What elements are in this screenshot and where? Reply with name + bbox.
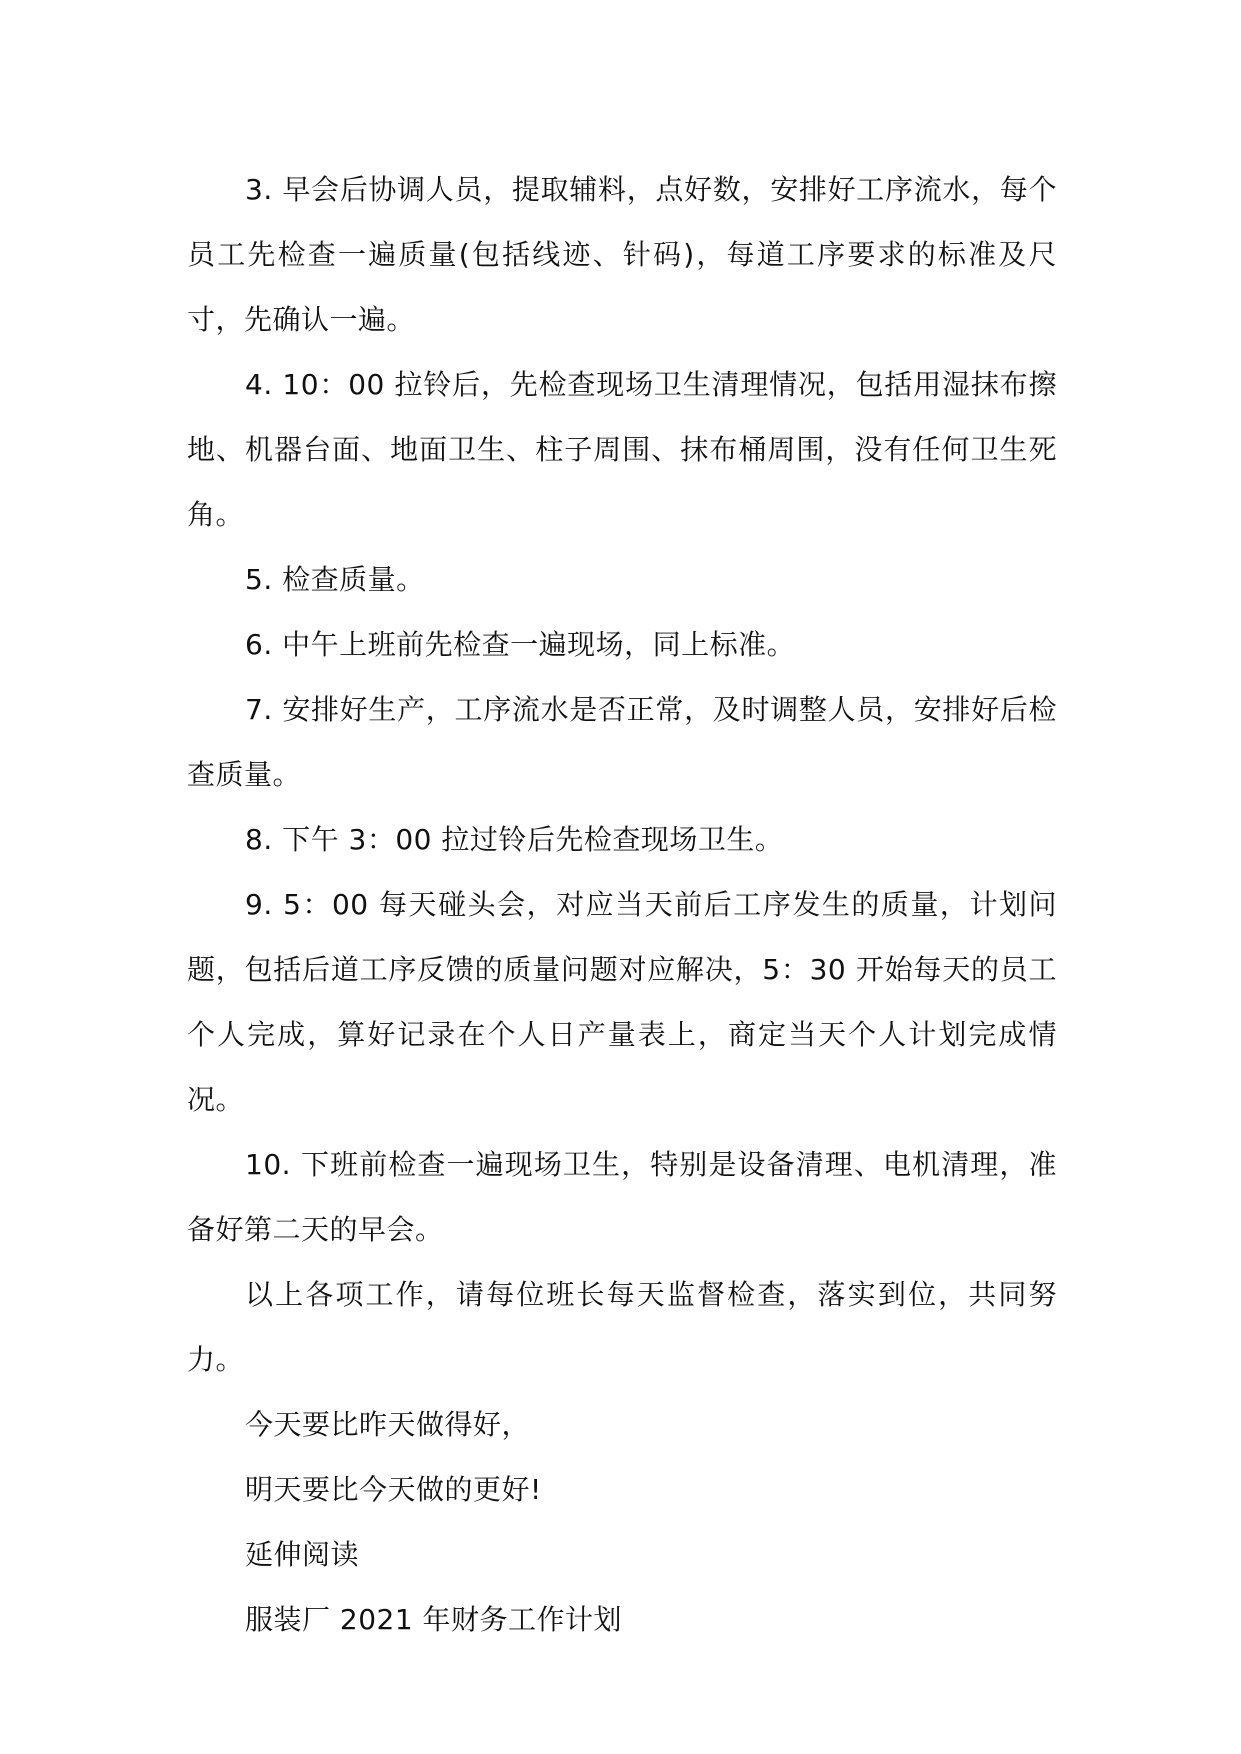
paragraph-item-10: 10. 下班前检查一遍现场卫生，特别是设备清理、电机清理，准备好第二天的早会。 bbox=[187, 1148, 1057, 1246]
closing-instruction: 以上各项工作，请每位班长每天监督检查，落实到位，共同努力。 bbox=[187, 1278, 1057, 1376]
paragraph-item-9: 9. 5：00 每天碰头会，对应当天前后工序发生的质量，计划问题，包括后道工序反馈的质量问题对应解决，5：30 开始每天的员工个人完成，算好记录在个人日产量表上，商定当天个人计划完成情况。 bbox=[187, 888, 1057, 1116]
further-reading-link[interactable]: 服装厂 2021 年财务工作计划 bbox=[245, 1603, 623, 1636]
document-body bbox=[187, 157, 1057, 1652]
paragraph-item-5: 5. 检查质量。 bbox=[245, 563, 425, 596]
further-reading-heading: 延伸阅读 bbox=[245, 1538, 360, 1571]
paragraph-item-6: 6. 中午上班前先检查一遍现场，同上标准。 bbox=[245, 628, 796, 661]
paragraph-item-8: 8. 下午 3：00 拉过铃后先检查现场卫生。 bbox=[245, 823, 784, 856]
motto-line-1: 今天要比昨天做得好， bbox=[245, 1408, 531, 1441]
paragraph-item-7: 7. 安排好生产，工序流水是否正常，及时调整人员，安排好后检查质量。 bbox=[187, 693, 1057, 791]
paragraph-item-4: 4. 10：00 拉铃后，先检查现场卫生清理情况，包括用湿抹布擦地、机器台面、地面卫生、柱子周围、抹布桶周围，没有任何卫生死角。 bbox=[187, 368, 1057, 531]
paragraph-item-3: 3. 早会后协调人员，提取辅料，点好数，安排好工序流水，每个员工先检查一遍质量(包括线迹、针码)，每道工序要求的标准及尺寸，先确认一遍。 bbox=[187, 173, 1057, 336]
motto-line-2: 明天要比今天做的更好! bbox=[245, 1473, 542, 1506]
